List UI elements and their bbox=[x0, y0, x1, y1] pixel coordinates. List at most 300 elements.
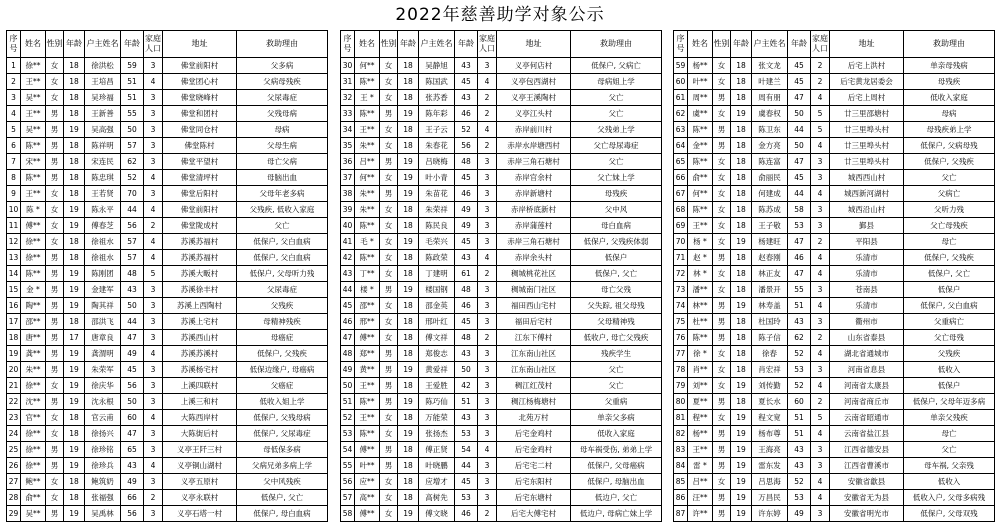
cell-index: 32 bbox=[341, 90, 355, 106]
cell-gender: 男 bbox=[46, 250, 64, 266]
cell-age: 18 bbox=[64, 250, 85, 266]
table-row bbox=[674, 218, 995, 234]
cell-name: 郑** bbox=[355, 346, 380, 362]
cell-name: 沈** bbox=[21, 394, 46, 410]
cell-index: 27 bbox=[7, 474, 21, 490]
cell-gender: 男 bbox=[46, 330, 64, 346]
cell-household-head: 楼国钢 bbox=[419, 282, 455, 298]
cell-gender: 女 bbox=[713, 378, 731, 394]
cell-name: 邵** bbox=[355, 298, 380, 314]
cell-household-head: 傅正贤 bbox=[419, 442, 455, 458]
cell-family-size: 3 bbox=[478, 458, 497, 474]
cell-index: 37 bbox=[341, 170, 355, 186]
cell-gender: 男 bbox=[380, 458, 398, 474]
table-row bbox=[7, 362, 328, 378]
cell-age: 18 bbox=[731, 202, 752, 218]
cell-family-size: 3 bbox=[478, 378, 497, 394]
cell-index: 75 bbox=[674, 314, 688, 330]
cell-name: 吕** bbox=[688, 474, 713, 490]
cell-head-age: 46 bbox=[455, 506, 478, 522]
cell-gender: 女 bbox=[46, 90, 64, 106]
cell-name: 陈** bbox=[688, 330, 713, 346]
table-row bbox=[7, 490, 328, 506]
cell-reason: 低保户, 父残疾 bbox=[237, 346, 328, 362]
cell-head-age: 51 bbox=[788, 410, 811, 426]
table-row bbox=[341, 362, 662, 378]
cell-reason: 母亡 bbox=[904, 426, 995, 442]
cell-household-head: 朱荣军 bbox=[85, 362, 121, 378]
cell-household-head: 陈苏成 bbox=[752, 202, 788, 218]
cell-name: 陈** bbox=[355, 426, 380, 442]
cell-reason: 父母生病 bbox=[237, 138, 328, 154]
cell-family-size: 3 bbox=[144, 282, 163, 298]
cell-head-age: 49 bbox=[121, 474, 144, 490]
cell-name: 朱** bbox=[355, 138, 380, 154]
cell-household-head: 高树先 bbox=[419, 490, 455, 506]
cell-index: 68 bbox=[674, 202, 688, 218]
cell-address: 安徽省明光市 bbox=[830, 506, 904, 522]
cell-index: 58 bbox=[341, 506, 355, 522]
cell-reason: 低保边缘户, 母癌病 bbox=[237, 362, 328, 378]
cell-head-age: 47 bbox=[121, 426, 144, 442]
cell-reason: 单亲母残病 bbox=[904, 58, 995, 74]
cell-family-size: 3 bbox=[478, 186, 497, 202]
cell-gender: 男 bbox=[46, 282, 64, 298]
cell-address: 苏溪苏溪村 bbox=[163, 346, 237, 362]
cell-name: 陶** bbox=[21, 298, 46, 314]
table-row bbox=[7, 506, 328, 522]
cell-household-head: 陶其祥 bbox=[85, 298, 121, 314]
cell-index: 57 bbox=[341, 490, 355, 506]
cell-name: 王** bbox=[21, 186, 46, 202]
column-header: 地址 bbox=[163, 31, 237, 58]
cell-age: 19 bbox=[731, 490, 752, 506]
cell-head-age: 47 bbox=[121, 330, 144, 346]
cell-reason: 低保户, 父母癌病 bbox=[571, 458, 662, 474]
cell-gender: 女 bbox=[713, 282, 731, 298]
cell-gender: 男 bbox=[713, 314, 731, 330]
table-row bbox=[7, 282, 328, 298]
cell-name: 金 * bbox=[21, 282, 46, 298]
cell-name: 吴** bbox=[21, 506, 46, 522]
cell-index: 31 bbox=[341, 74, 355, 90]
cell-age: 18 bbox=[398, 298, 419, 314]
cell-gender: 男 bbox=[46, 442, 64, 458]
cell-head-age: 43 bbox=[455, 410, 478, 426]
cell-address: 乐清市 bbox=[830, 250, 904, 266]
table-row bbox=[674, 74, 995, 90]
cell-address: 后宅上洪村 bbox=[830, 58, 904, 74]
cell-reason: 父残母病 bbox=[237, 106, 328, 122]
cell-family-size: 2 bbox=[478, 106, 497, 122]
cell-index: 21 bbox=[7, 378, 21, 394]
table-row bbox=[7, 186, 328, 202]
cell-gender: 女 bbox=[380, 218, 398, 234]
cell-family-size: 3 bbox=[811, 362, 830, 378]
cell-address: 廿三里邵塘村 bbox=[830, 106, 904, 122]
cell-name: 黄** bbox=[355, 362, 380, 378]
cell-index: 11 bbox=[7, 218, 21, 234]
cell-gender: 男 bbox=[46, 458, 64, 474]
cell-name: 毛 * bbox=[355, 234, 380, 250]
cell-gender: 男 bbox=[713, 330, 731, 346]
cell-household-head: 徐珍兵 bbox=[85, 458, 121, 474]
cell-address: 后宅金鸡村 bbox=[497, 426, 571, 442]
column-header: 家庭人口 bbox=[144, 31, 163, 58]
cell-household-head: 吕思海 bbox=[752, 474, 788, 490]
cell-reason: 残疾学生 bbox=[571, 346, 662, 362]
cell-address: 云南省昭通市 bbox=[830, 410, 904, 426]
cell-reason: 低保户 bbox=[904, 282, 995, 298]
cell-family-size: 4 bbox=[811, 346, 830, 362]
table-row bbox=[341, 74, 662, 90]
column-header: 地址 bbox=[830, 31, 904, 58]
cell-address: 佛堂陈村 bbox=[163, 138, 237, 154]
cell-gender: 女 bbox=[380, 170, 398, 186]
cell-reason: 父尿毒症 bbox=[237, 90, 328, 106]
cell-head-age: 45 bbox=[788, 58, 811, 74]
table-row bbox=[7, 154, 328, 170]
cell-address: 佛堂清坪村 bbox=[163, 170, 237, 186]
cell-reason: 母残疾 bbox=[571, 186, 662, 202]
table-row bbox=[341, 490, 662, 506]
table-row bbox=[674, 394, 995, 410]
cell-age: 18 bbox=[398, 202, 419, 218]
cell-name: 徐** bbox=[21, 250, 46, 266]
cell-index: 16 bbox=[7, 298, 21, 314]
cell-head-age: 46 bbox=[788, 250, 811, 266]
column-header: 年龄 bbox=[455, 31, 478, 58]
cell-index: 8 bbox=[7, 170, 21, 186]
cell-head-age: 49 bbox=[455, 218, 478, 234]
cell-family-size: 4 bbox=[144, 202, 163, 218]
cell-address: 河南省太康县 bbox=[830, 378, 904, 394]
cell-address: 廿三里埠头村 bbox=[830, 138, 904, 154]
cell-family-size: 3 bbox=[144, 138, 163, 154]
cell-family-size: 3 bbox=[478, 426, 497, 442]
cell-name: 邵** bbox=[21, 314, 46, 330]
cell-name: 王** bbox=[355, 378, 380, 394]
cell-head-age: 51 bbox=[788, 298, 811, 314]
table-row bbox=[341, 218, 662, 234]
cell-address: 城西沿山村 bbox=[830, 202, 904, 218]
cell-family-size: 4 bbox=[478, 122, 497, 138]
table-header-row bbox=[341, 31, 662, 58]
table-row bbox=[7, 90, 328, 106]
table-row bbox=[7, 138, 328, 154]
cell-name: 王 * bbox=[355, 90, 380, 106]
cell-name: 金** bbox=[688, 138, 713, 154]
cell-index: 85 bbox=[674, 474, 688, 490]
cell-gender: 女 bbox=[46, 218, 64, 234]
cell-name: 陈 * bbox=[21, 202, 46, 218]
table-row bbox=[7, 58, 328, 74]
cell-head-age: 45 bbox=[455, 474, 478, 490]
cell-household-head: 丁建明 bbox=[419, 266, 455, 282]
cell-gender: 女 bbox=[46, 186, 64, 202]
cell-family-size: 2 bbox=[478, 506, 497, 522]
cell-household-head: 潘景开 bbox=[752, 282, 788, 298]
column-header: 家庭人口 bbox=[478, 31, 497, 58]
cell-household-head: 朱春花 bbox=[419, 138, 455, 154]
table-row bbox=[7, 442, 328, 458]
cell-reason: 父母精神残 bbox=[571, 314, 662, 330]
cell-age: 18 bbox=[398, 58, 419, 74]
cell-head-age: 50 bbox=[121, 122, 144, 138]
cell-index: 39 bbox=[341, 202, 355, 218]
cell-index: 44 bbox=[341, 282, 355, 298]
cell-age: 18 bbox=[731, 122, 752, 138]
cell-reason: 父尿毒症 bbox=[237, 282, 328, 298]
cell-household-head: 张福强 bbox=[85, 490, 121, 506]
cell-household-head: 林寿盖 bbox=[752, 298, 788, 314]
cell-family-size: 2 bbox=[478, 90, 497, 106]
table-row bbox=[674, 314, 995, 330]
cell-gender: 女 bbox=[713, 346, 731, 362]
cell-head-age: 51 bbox=[455, 394, 478, 410]
table-row bbox=[674, 154, 995, 170]
cell-head-age: 57 bbox=[121, 138, 144, 154]
cell-address: 后宅大傅宅村 bbox=[497, 506, 571, 522]
cell-name: 陈** bbox=[355, 74, 380, 90]
cell-index: 46 bbox=[341, 314, 355, 330]
cell-address: 河南省息县 bbox=[830, 362, 904, 378]
cell-age: 18 bbox=[731, 394, 752, 410]
cell-age: 18 bbox=[731, 186, 752, 202]
cell-family-size: 3 bbox=[144, 58, 163, 74]
cell-index: 43 bbox=[341, 266, 355, 282]
cell-gender: 女 bbox=[380, 202, 398, 218]
cell-index: 78 bbox=[674, 362, 688, 378]
cell-head-age: 44 bbox=[121, 314, 144, 330]
cell-gender: 女 bbox=[46, 74, 64, 90]
cell-gender: 男 bbox=[46, 266, 64, 282]
cell-index: 69 bbox=[674, 218, 688, 234]
cell-gender: 女 bbox=[380, 298, 398, 314]
cell-gender: 男 bbox=[46, 298, 64, 314]
cell-gender: 男 bbox=[46, 154, 64, 170]
cell-age: 18 bbox=[398, 346, 419, 362]
cell-index: 1 bbox=[7, 58, 21, 74]
cell-address: 义亭王溪陶村 bbox=[497, 90, 571, 106]
cell-gender: 男 bbox=[380, 282, 398, 298]
cell-reason: 父重病亡 bbox=[904, 314, 995, 330]
cell-name: 许** bbox=[688, 506, 713, 522]
cell-family-size: 3 bbox=[478, 490, 497, 506]
cell-head-age: 56 bbox=[121, 506, 144, 522]
cell-age: 19 bbox=[64, 282, 85, 298]
cell-head-age: 59 bbox=[121, 58, 144, 74]
table-row bbox=[341, 122, 662, 138]
cell-gender: 男 bbox=[380, 346, 398, 362]
cell-head-age: 53 bbox=[788, 490, 811, 506]
cell-name: 汪** bbox=[688, 490, 713, 506]
cell-name: 丁** bbox=[355, 266, 380, 282]
cell-age: 19 bbox=[64, 378, 85, 394]
cell-family-size: 3 bbox=[478, 394, 497, 410]
cell-head-age: 49 bbox=[455, 202, 478, 218]
cell-index: 34 bbox=[341, 122, 355, 138]
cell-name: 邢** bbox=[355, 314, 380, 330]
table-row bbox=[7, 474, 328, 490]
cell-head-age: 45 bbox=[455, 74, 478, 90]
cell-household-head: 陈忠琪 bbox=[85, 170, 121, 186]
cell-address: 佛堂平望村 bbox=[163, 154, 237, 170]
cell-family-size: 4 bbox=[811, 490, 830, 506]
cell-gender: 女 bbox=[46, 378, 64, 394]
table-row bbox=[341, 154, 662, 170]
cell-reason: 母癌症 bbox=[237, 330, 328, 346]
cell-index: 33 bbox=[341, 106, 355, 122]
cell-reason: 母低保多病 bbox=[237, 442, 328, 458]
table-row bbox=[674, 362, 995, 378]
cell-age: 18 bbox=[731, 362, 752, 378]
cell-name: 应** bbox=[355, 474, 380, 490]
cell-gender: 男 bbox=[46, 170, 64, 186]
cell-household-head: 万昌民 bbox=[752, 490, 788, 506]
cell-name: 肖** bbox=[688, 362, 713, 378]
cell-head-age: 51 bbox=[788, 426, 811, 442]
cell-name: 陈** bbox=[21, 170, 46, 186]
table-row bbox=[674, 106, 995, 122]
cell-address: 平阳县 bbox=[830, 234, 904, 250]
cell-family-size: 3 bbox=[144, 314, 163, 330]
cell-head-age: 47 bbox=[788, 234, 811, 250]
cell-index: 65 bbox=[674, 154, 688, 170]
cell-reason: 低保户, 父亡 bbox=[571, 266, 662, 282]
cell-household-head: 毛荣兴 bbox=[419, 234, 455, 250]
cell-family-size: 4 bbox=[811, 250, 830, 266]
cell-index: 74 bbox=[674, 298, 688, 314]
cell-reason: 低收户, 母亡父残疾 bbox=[571, 330, 662, 346]
cell-index: 72 bbox=[674, 266, 688, 282]
cell-head-age: 44 bbox=[455, 458, 478, 474]
table-row bbox=[7, 202, 328, 218]
cell-address: 苏溪杨宅村 bbox=[163, 362, 237, 378]
cell-family-size: 4 bbox=[144, 410, 163, 426]
cell-reason: 父亡 bbox=[904, 170, 995, 186]
table-row bbox=[674, 202, 995, 218]
cell-family-size: 4 bbox=[144, 346, 163, 362]
cell-address: 后宅宅二村 bbox=[497, 458, 571, 474]
cell-family-size: 3 bbox=[478, 282, 497, 298]
cell-index: 63 bbox=[674, 122, 688, 138]
cell-address: 后宅金鸡村 bbox=[497, 442, 571, 458]
cell-age: 19 bbox=[64, 458, 85, 474]
cell-address: 廿三里埠头村 bbox=[830, 122, 904, 138]
column-header: 年龄 bbox=[398, 31, 419, 58]
cell-head-age: 42 bbox=[455, 378, 478, 394]
cell-address: 义亭铜山湖村 bbox=[163, 458, 237, 474]
column-header: 年龄 bbox=[64, 31, 85, 58]
cell-household-head: 徐珍铭 bbox=[85, 442, 121, 458]
column-header: 救助理由 bbox=[237, 31, 328, 58]
cell-name: 陈** bbox=[355, 394, 380, 410]
cell-age: 18 bbox=[64, 58, 85, 74]
cell-reason: 父病母残疾 bbox=[237, 74, 328, 90]
column-header: 年龄 bbox=[121, 31, 144, 58]
cell-head-age: 49 bbox=[121, 346, 144, 362]
cell-name: 官** bbox=[21, 410, 46, 426]
cell-reason: 父多病 bbox=[237, 58, 328, 74]
cell-reason: 低保户, 父母听力残 bbox=[237, 266, 328, 282]
table-row bbox=[674, 90, 995, 106]
cell-address: 义亭永联村 bbox=[163, 490, 237, 506]
cell-index: 7 bbox=[7, 154, 21, 170]
cell-name: 徐 * bbox=[688, 346, 713, 362]
cell-head-age: 44 bbox=[788, 122, 811, 138]
cell-head-age: 53 bbox=[788, 362, 811, 378]
table-row bbox=[7, 74, 328, 90]
cell-name: 林** bbox=[688, 298, 713, 314]
cell-family-size: 4 bbox=[478, 442, 497, 458]
cell-age: 19 bbox=[398, 282, 419, 298]
cell-reason: 母亡父病 bbox=[237, 154, 328, 170]
cell-household-head: 雷东发 bbox=[752, 458, 788, 474]
column-header: 姓名 bbox=[21, 31, 46, 58]
table-row bbox=[341, 458, 662, 474]
cell-reason: 母白血病 bbox=[571, 218, 662, 234]
cell-index: 42 bbox=[341, 250, 355, 266]
cell-household-head: 吴高强 bbox=[85, 122, 121, 138]
cell-age: 18 bbox=[731, 74, 752, 90]
cell-reason: 低边户, 父亡 bbox=[571, 490, 662, 506]
cell-name: 王** bbox=[688, 442, 713, 458]
table-row bbox=[341, 378, 662, 394]
cell-name: 何** bbox=[355, 58, 380, 74]
cell-family-size: 3 bbox=[478, 202, 497, 218]
cell-family-size: 4 bbox=[144, 458, 163, 474]
cell-household-head: 朱苗花 bbox=[419, 186, 455, 202]
table-block-2 bbox=[340, 30, 662, 522]
cell-age: 18 bbox=[64, 186, 85, 202]
cell-gender: 男 bbox=[46, 314, 64, 330]
cell-household-head: 王若贤 bbox=[85, 186, 121, 202]
cell-reason: 父亡 bbox=[571, 90, 662, 106]
cell-family-size: 3 bbox=[811, 170, 830, 186]
cell-family-size: 3 bbox=[144, 122, 163, 138]
cell-name: 陈** bbox=[355, 250, 380, 266]
cell-reason: 低保户, 母白血病 bbox=[237, 506, 328, 522]
cell-name: 楼 * bbox=[355, 282, 380, 298]
cell-reason: 母车祸, 父亲残 bbox=[904, 458, 995, 474]
cell-age: 19 bbox=[398, 426, 419, 442]
cell-family-size: 2 bbox=[811, 234, 830, 250]
cell-address: 后宅东塘村 bbox=[497, 490, 571, 506]
cell-reason: 父亡母残疾 bbox=[904, 218, 995, 234]
column-header: 性别 bbox=[713, 31, 731, 58]
cell-gender: 男 bbox=[380, 378, 398, 394]
table-row bbox=[341, 282, 662, 298]
cell-address: 山东省泰县 bbox=[830, 330, 904, 346]
cell-gender: 女 bbox=[380, 506, 398, 522]
cell-index: 41 bbox=[341, 234, 355, 250]
cell-address: 赤岸桥底新村 bbox=[497, 202, 571, 218]
cell-name: 刘** bbox=[688, 378, 713, 394]
cell-address: 苏溪上宅村 bbox=[163, 314, 237, 330]
cell-index: 15 bbox=[7, 282, 21, 298]
table-block-1 bbox=[6, 30, 328, 522]
cell-name: 吴** bbox=[21, 90, 46, 106]
cell-head-age: 58 bbox=[788, 202, 811, 218]
cell-address: 赤岸新塘村 bbox=[497, 186, 571, 202]
cell-head-age: 61 bbox=[455, 266, 478, 282]
table-row bbox=[341, 266, 662, 282]
cell-reason: 单亲父多病 bbox=[571, 410, 662, 426]
table-block-3 bbox=[673, 30, 995, 522]
cell-head-age: 48 bbox=[455, 330, 478, 346]
cell-age: 19 bbox=[64, 394, 85, 410]
